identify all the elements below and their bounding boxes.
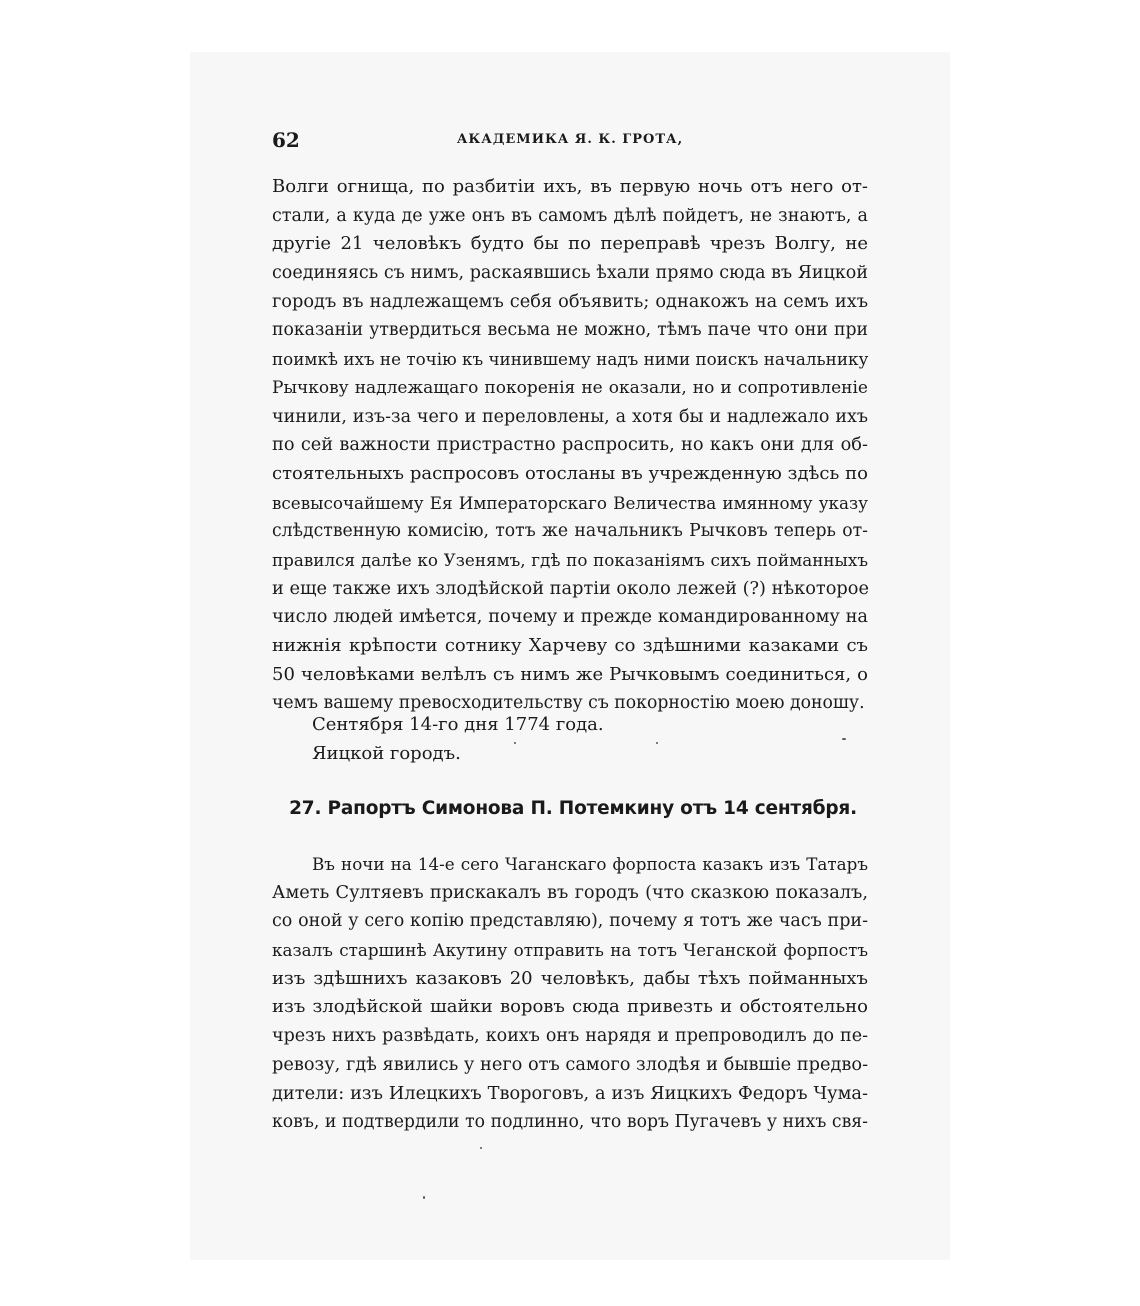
text-line: Рычкову надлежащаго покоренія не оказали, но и сопротивленіе [272,377,868,398]
text-line: по сей важности пристрастно распросить, но какъ они для об- [272,435,868,456]
text-line: показаніи утвердиться весьма не можно, тѣмъ паче что они при [272,320,868,341]
place-line: Яицкой городъ. [312,742,461,764]
text-line: казалъ старшинѣ Акутину отправить на тотъ Чеганской форпостъ [272,940,868,961]
text-line: Волги огнища, по разбитіи ихъ, въ первую ночь отъ него от- [272,176,868,197]
text-line: правился далѣе ко Узенямъ, гдѣ по показаніямъ сихъ пойманныхъ [272,549,868,570]
date-place-block [312,711,604,768]
text-line: ковъ, и подтвердили то подлинно, что воръ Пугачевъ у нихъ свя- [272,1112,868,1133]
ink-speck [514,742,516,744]
text-line: и еще также ихъ злодѣйской партіи около лежей (?) нѣкоторое [272,578,869,599]
text-line: городъ въ надлежащемъ себя объявить; однакожъ на семъ ихъ [272,291,868,312]
text-line: другіе 21 человѣкъ будто бы по переправѣ чрезъ Волгу, не [272,233,868,255]
text-line: чинили, изъ-за чего и переловлены, а хотя бы и надлежало ихъ [272,406,868,427]
text-line: всевысочайшему Ея Императорскаго Величества имянному указу [272,492,868,513]
report-paragraph [272,850,868,1137]
date-line: Сентября 14-го дня 1774 года. [312,714,604,735]
text-line: поимкѣ ихъ не точію къ чинившему надъ ними поискъ начальнику [272,349,869,370]
text-line: Въ ночи на 14-е сего Чаганскаго форпоста казакъ изъ Татаръ [312,854,868,874]
ink-speck [842,738,846,740]
running-title: АКАДЕМИКА Я. К. ГРОТА, [456,132,684,147]
text-line: чрезъ нихъ развѣдать, коихъ онъ нарядя и препроводилъ до пе- [272,1026,868,1047]
ink-speck [480,1147,482,1149]
paragraph-continued [272,173,868,718]
text-line: дители: изъ Илецкихъ Твороговъ, а изъ Яицкихъ Федоръ Чума- [272,1083,868,1104]
ink-speck [656,742,658,744]
section-heading: 27. Рапортъ Симонова П. Потемкину отъ 14 сентября. [289,798,857,819]
text-line: нижнія крѣпости сотнику Харчеву со здѣшними казаками съ [272,635,868,656]
ink-speck [423,1196,425,1199]
text-line: стоятельныхъ распросовъ отосланы въ учрежденную здѣсь по [272,462,868,484]
text-line: слѣдственную комисію, тотъ же начальникъ Рычковъ теперь от- [272,521,868,542]
text-line: изъ злодѣйской шайки воровъ сюда привезть и обстоятельно [272,996,868,1018]
running-header [272,128,868,152]
text-line: соединяясь съ нимъ, раскаявшись ѣхали прямо сюда въ Яицкой [272,263,868,284]
text-line: число людей имѣется, почему и прежде командированному на [272,607,868,628]
text-line: Аметь Султяевъ прискакалъ въ городъ (что сказкою показалъ, [272,882,868,903]
text-line: со оной у сего копію представляю), почему я тотъ же часъ при- [272,911,868,932]
text-line: чемъ вашему превосходительству съ покорностію моею доношу. [272,693,865,714]
text-line: 50 человѣками велѣлъ съ нимъ же Рычковымъ соединиться, о [272,663,868,685]
text-line: стали, а куда де уже онъ въ самомъ дѣлѣ пойдетъ, не знаютъ, а [272,205,868,226]
page-number: 62 [272,128,300,152]
text-line: ревозу, гдѣ явились у него отъ самого злодѣя и бывшіе предво- [272,1054,869,1075]
text-line: изъ здѣшнихъ казаковъ 20 человѣкъ, дабы тѣхъ пойманныхъ [272,967,868,989]
